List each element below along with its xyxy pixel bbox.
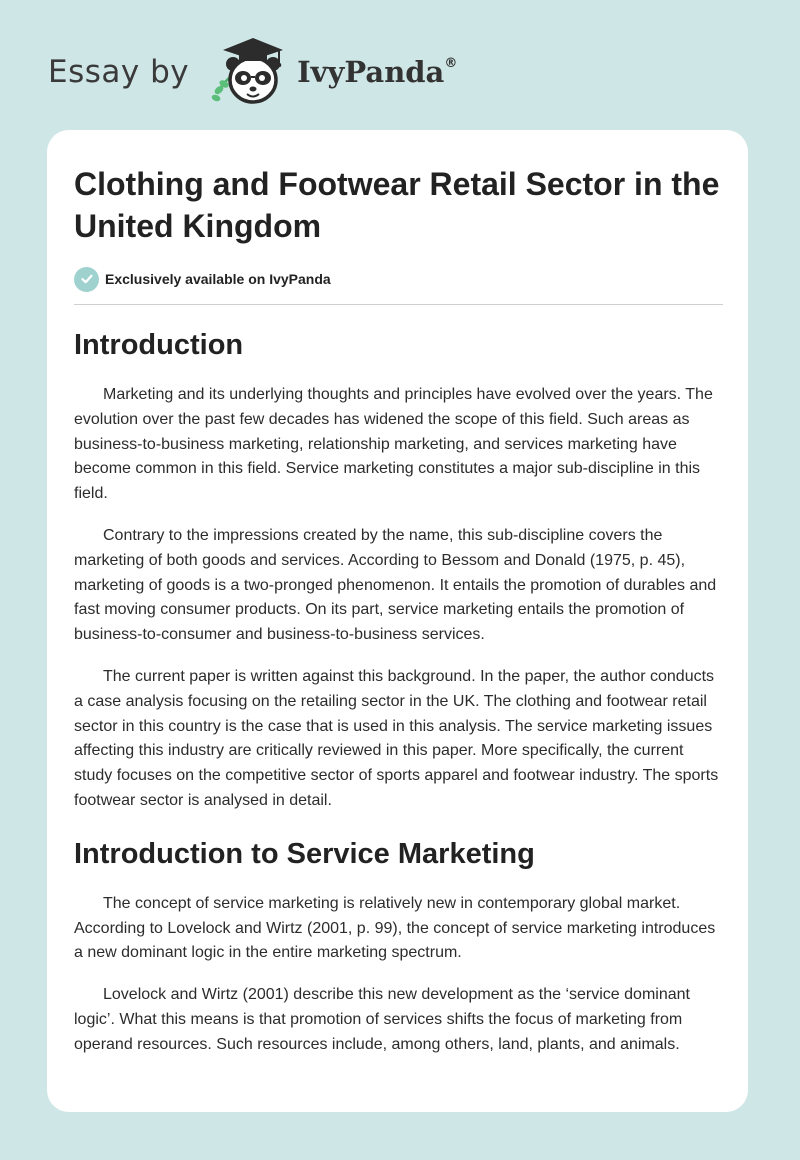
paragraph: Marketing and its underlying thoughts and principles have evolved over the years. The evolution over the past few decades has widened the scope of this field. Such areas as business-to-business marketing, relationship marketing, and services marketing have become common in this field. Service marketing constitutes a major sub-discipline in this field. <box>74 386 713 503</box>
checkmark-icon <box>74 267 99 292</box>
paragraph: The concept of service marketing is relatively new in contemporary global market. According to Lovelock and Wirtz (2001, p. 99), the concept of service marketing introduces a new dominant logic in the entire marketing spectrum. <box>74 894 716 962</box>
article-card <box>47 130 748 1112</box>
article-title: Clothing and Footwear Retail Sector in the United Kingdom <box>74 166 720 244</box>
paragraph: Contrary to the impressions created by the name, this sub-discipline covers the marketing of both goods and services. According to Bessom and Donald (1975, p. 45), marketing of goods is a two-pronged phenomenon. It entails the promotion of durables and fast moving consumer products. On its part, service marketing entails the promotion of business-to-consumer and business-to-business services. <box>74 526 717 644</box>
exclusive-label: Exclusively available on IvyPanda <box>105 271 331 287</box>
paragraph: The current paper is written against this background. In the paper, the author conducts a case analysis focusing on the retailing sector in the UK. The clothing and footwear retail sector in this country is the case that is used in this analysis. The service marketing issues affecting this industry are critically reviewed in this paper. More specifically, the current study focuses on the competitive sector of sports apparel and footwear industry. The sports footwear sector is analysed in detail. <box>74 667 719 809</box>
site-header <box>48 32 457 112</box>
ivypanda-logo-icon[interactable] <box>207 34 293 110</box>
divider <box>74 304 723 305</box>
exclusive-badge <box>74 266 724 292</box>
section-heading: Introduction <box>74 329 244 361</box>
paragraph: Lovelock and Wirtz (2001) describe this new development as the ‘service dominant logic’. What this means is that promotion of services shifts the focus of marketing from operand resources. Such resources include, among others, land, plants, and animals. <box>74 986 690 1053</box>
essay-by-label: Essay by <box>48 54 190 90</box>
article-content <box>74 163 724 1058</box>
brand-name[interactable] <box>297 55 457 89</box>
brand-label: IvyPanda <box>297 55 445 89</box>
section-heading: Introduction to Service Marketing <box>74 837 535 870</box>
registered-mark: ® <box>444 56 458 72</box>
